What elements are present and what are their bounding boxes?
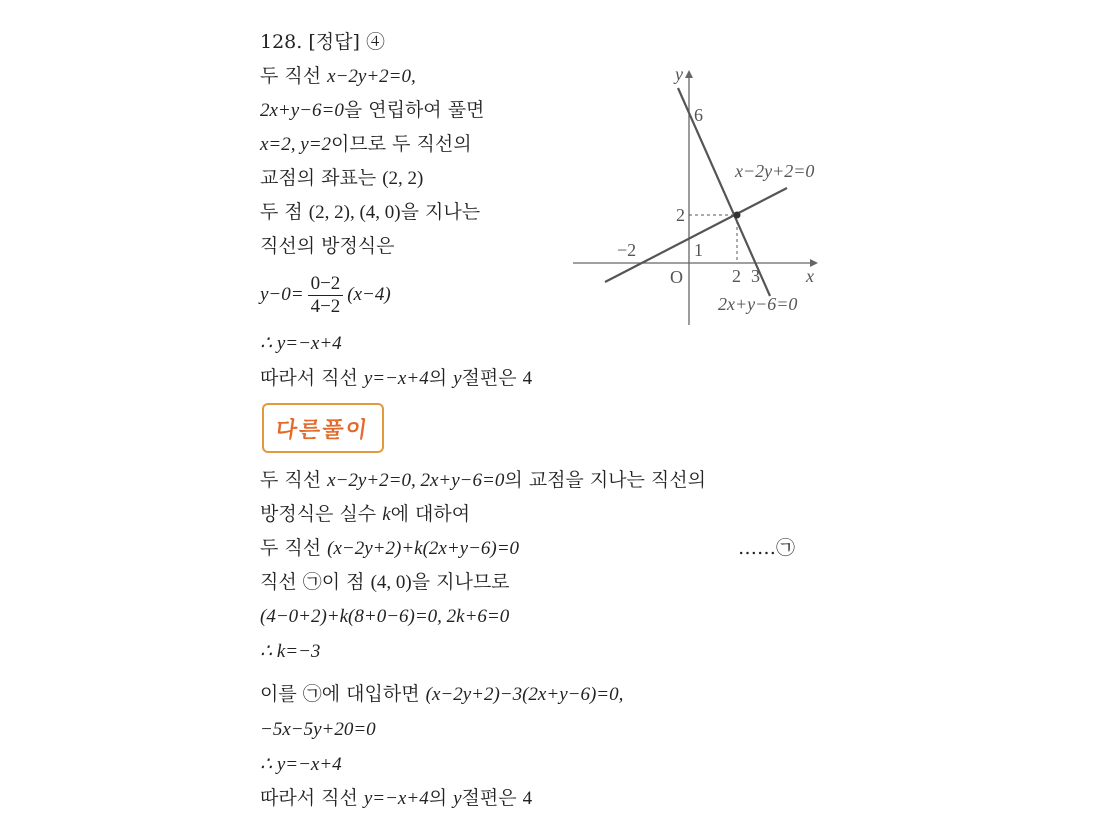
alt-line-4 [260, 570, 510, 595]
text: 을 연립하여 풀면 [343, 99, 485, 121]
text: 절편은 [461, 787, 523, 809]
equation: x−2y+2=0, [327, 66, 416, 87]
equation: ∴ y=−x+4 [260, 754, 342, 775]
equation: (4−0+2)+k(8+0−6)=0, 2k+6=0 [260, 606, 510, 627]
text: 이므로 두 직선의 [331, 133, 472, 155]
text: 을 지나므로 [411, 571, 510, 593]
variable: y [453, 788, 462, 809]
solution-line-9 [260, 366, 532, 391]
alt-line-8 [260, 717, 376, 742]
equation: ∴ y=−x+4 [260, 333, 342, 354]
x-tick-3: 3 [751, 266, 760, 286]
x-tick-2: 2 [732, 266, 741, 286]
text: 두 직선 [260, 537, 328, 559]
alt-solution-badge-text: 다른풀이 [274, 417, 371, 443]
point: (4, 0) [370, 572, 412, 593]
solution-line-8 [260, 331, 342, 356]
alt-line-2 [260, 502, 470, 527]
text: 따라서 직선 [260, 367, 364, 389]
equation-marker-text: ……㉠ [738, 537, 796, 559]
variable: y [453, 368, 462, 389]
answer-number: 4 [522, 368, 533, 389]
alt-line-3 [260, 536, 519, 561]
solution-line-2 [260, 98, 484, 123]
equation: 2x+y−6=0 [260, 100, 344, 121]
alt-line-1 [260, 468, 706, 493]
point: (2, 2) [382, 168, 424, 189]
alt-solution-badge [262, 403, 384, 453]
text: 두 직선 [260, 65, 328, 87]
answer-number: 4 [522, 788, 533, 809]
text: 두 점 [260, 201, 309, 223]
text: 의 교점을 지나는 직선의 [504, 469, 706, 491]
equation-rhs: (x−4) [347, 284, 391, 305]
solution-line-5 [260, 200, 480, 225]
answer-value: ④ [365, 31, 385, 53]
text: 방정식은 실수 [260, 503, 383, 525]
x-axis-label: x [806, 266, 814, 286]
answer-label: [정답] [308, 31, 360, 53]
text: 따라서 직선 [260, 787, 364, 809]
line-2x+y-6 [678, 88, 770, 296]
solution-line-7 [260, 270, 391, 319]
fraction [308, 273, 344, 318]
fraction-numerator: 0−2 [308, 273, 344, 296]
problem-number: 128. [260, 31, 303, 53]
intersection-point [734, 212, 741, 219]
alt-line-10 [260, 786, 532, 811]
text: 직선 [260, 571, 303, 593]
y-tick-2: 2 [676, 205, 685, 225]
fraction-denominator: 4−2 [310, 295, 341, 317]
equation: y=−x+4 [363, 788, 429, 809]
y-tick-1: 1 [694, 240, 703, 260]
equation: x=2, y=2 [260, 134, 332, 155]
equation: ∴ k=−3 [260, 641, 321, 662]
points: (2, 2), (4, 0) [308, 202, 401, 223]
y-axis-arrow [685, 70, 693, 78]
line1-label: x−2y+2=0 [735, 161, 815, 181]
problem-header [260, 30, 385, 54]
text: 이를 [260, 683, 303, 705]
y-axis-label: y [675, 64, 683, 84]
text: 절편은 [461, 367, 523, 389]
alt-line-7 [260, 682, 623, 707]
variable: k [382, 504, 391, 525]
y-tick-6: 6 [694, 105, 703, 125]
text: 두 직선 [260, 469, 328, 491]
solution-line-1 [260, 64, 416, 89]
x-tick-neg2: −2 [617, 240, 637, 260]
alt-line-6 [260, 639, 320, 664]
equation: −5x−5y+20=0 [260, 719, 376, 740]
equation: (x−2y+2)+k(2x+y−6)=0 [327, 538, 520, 559]
text: 에 대입하면 [321, 683, 426, 705]
text: 의 [428, 787, 454, 809]
equation: y=−x+4 [363, 368, 429, 389]
text: 의 [428, 367, 454, 389]
line2-label: 2x+y−6=0 [718, 294, 798, 314]
equation: (x−2y+2)−3(2x+y−6)=0, [425, 684, 624, 705]
text: 에 대하여 [390, 503, 471, 525]
equation-ref: ㉠ [302, 683, 322, 705]
solution-line-4 [260, 166, 423, 191]
solution-line-3 [260, 132, 472, 157]
text: 교점의 좌표는 [260, 167, 383, 189]
equation-lhs: y−0= [260, 284, 304, 305]
alt-line-5 [260, 604, 509, 629]
text: 이 점 [321, 571, 371, 593]
origin-label: O [670, 267, 683, 287]
equation: x−2y+2=0, 2x+y−6=0 [327, 470, 505, 491]
text: 직선의 방정식은 [260, 235, 395, 257]
text: 을 지나는 [400, 201, 481, 223]
alt-line-9 [260, 752, 342, 777]
equation-marker [738, 536, 795, 560]
coordinate-graph [565, 60, 855, 330]
equation-ref: ㉠ [302, 571, 322, 593]
solution-line-6 [260, 234, 395, 258]
